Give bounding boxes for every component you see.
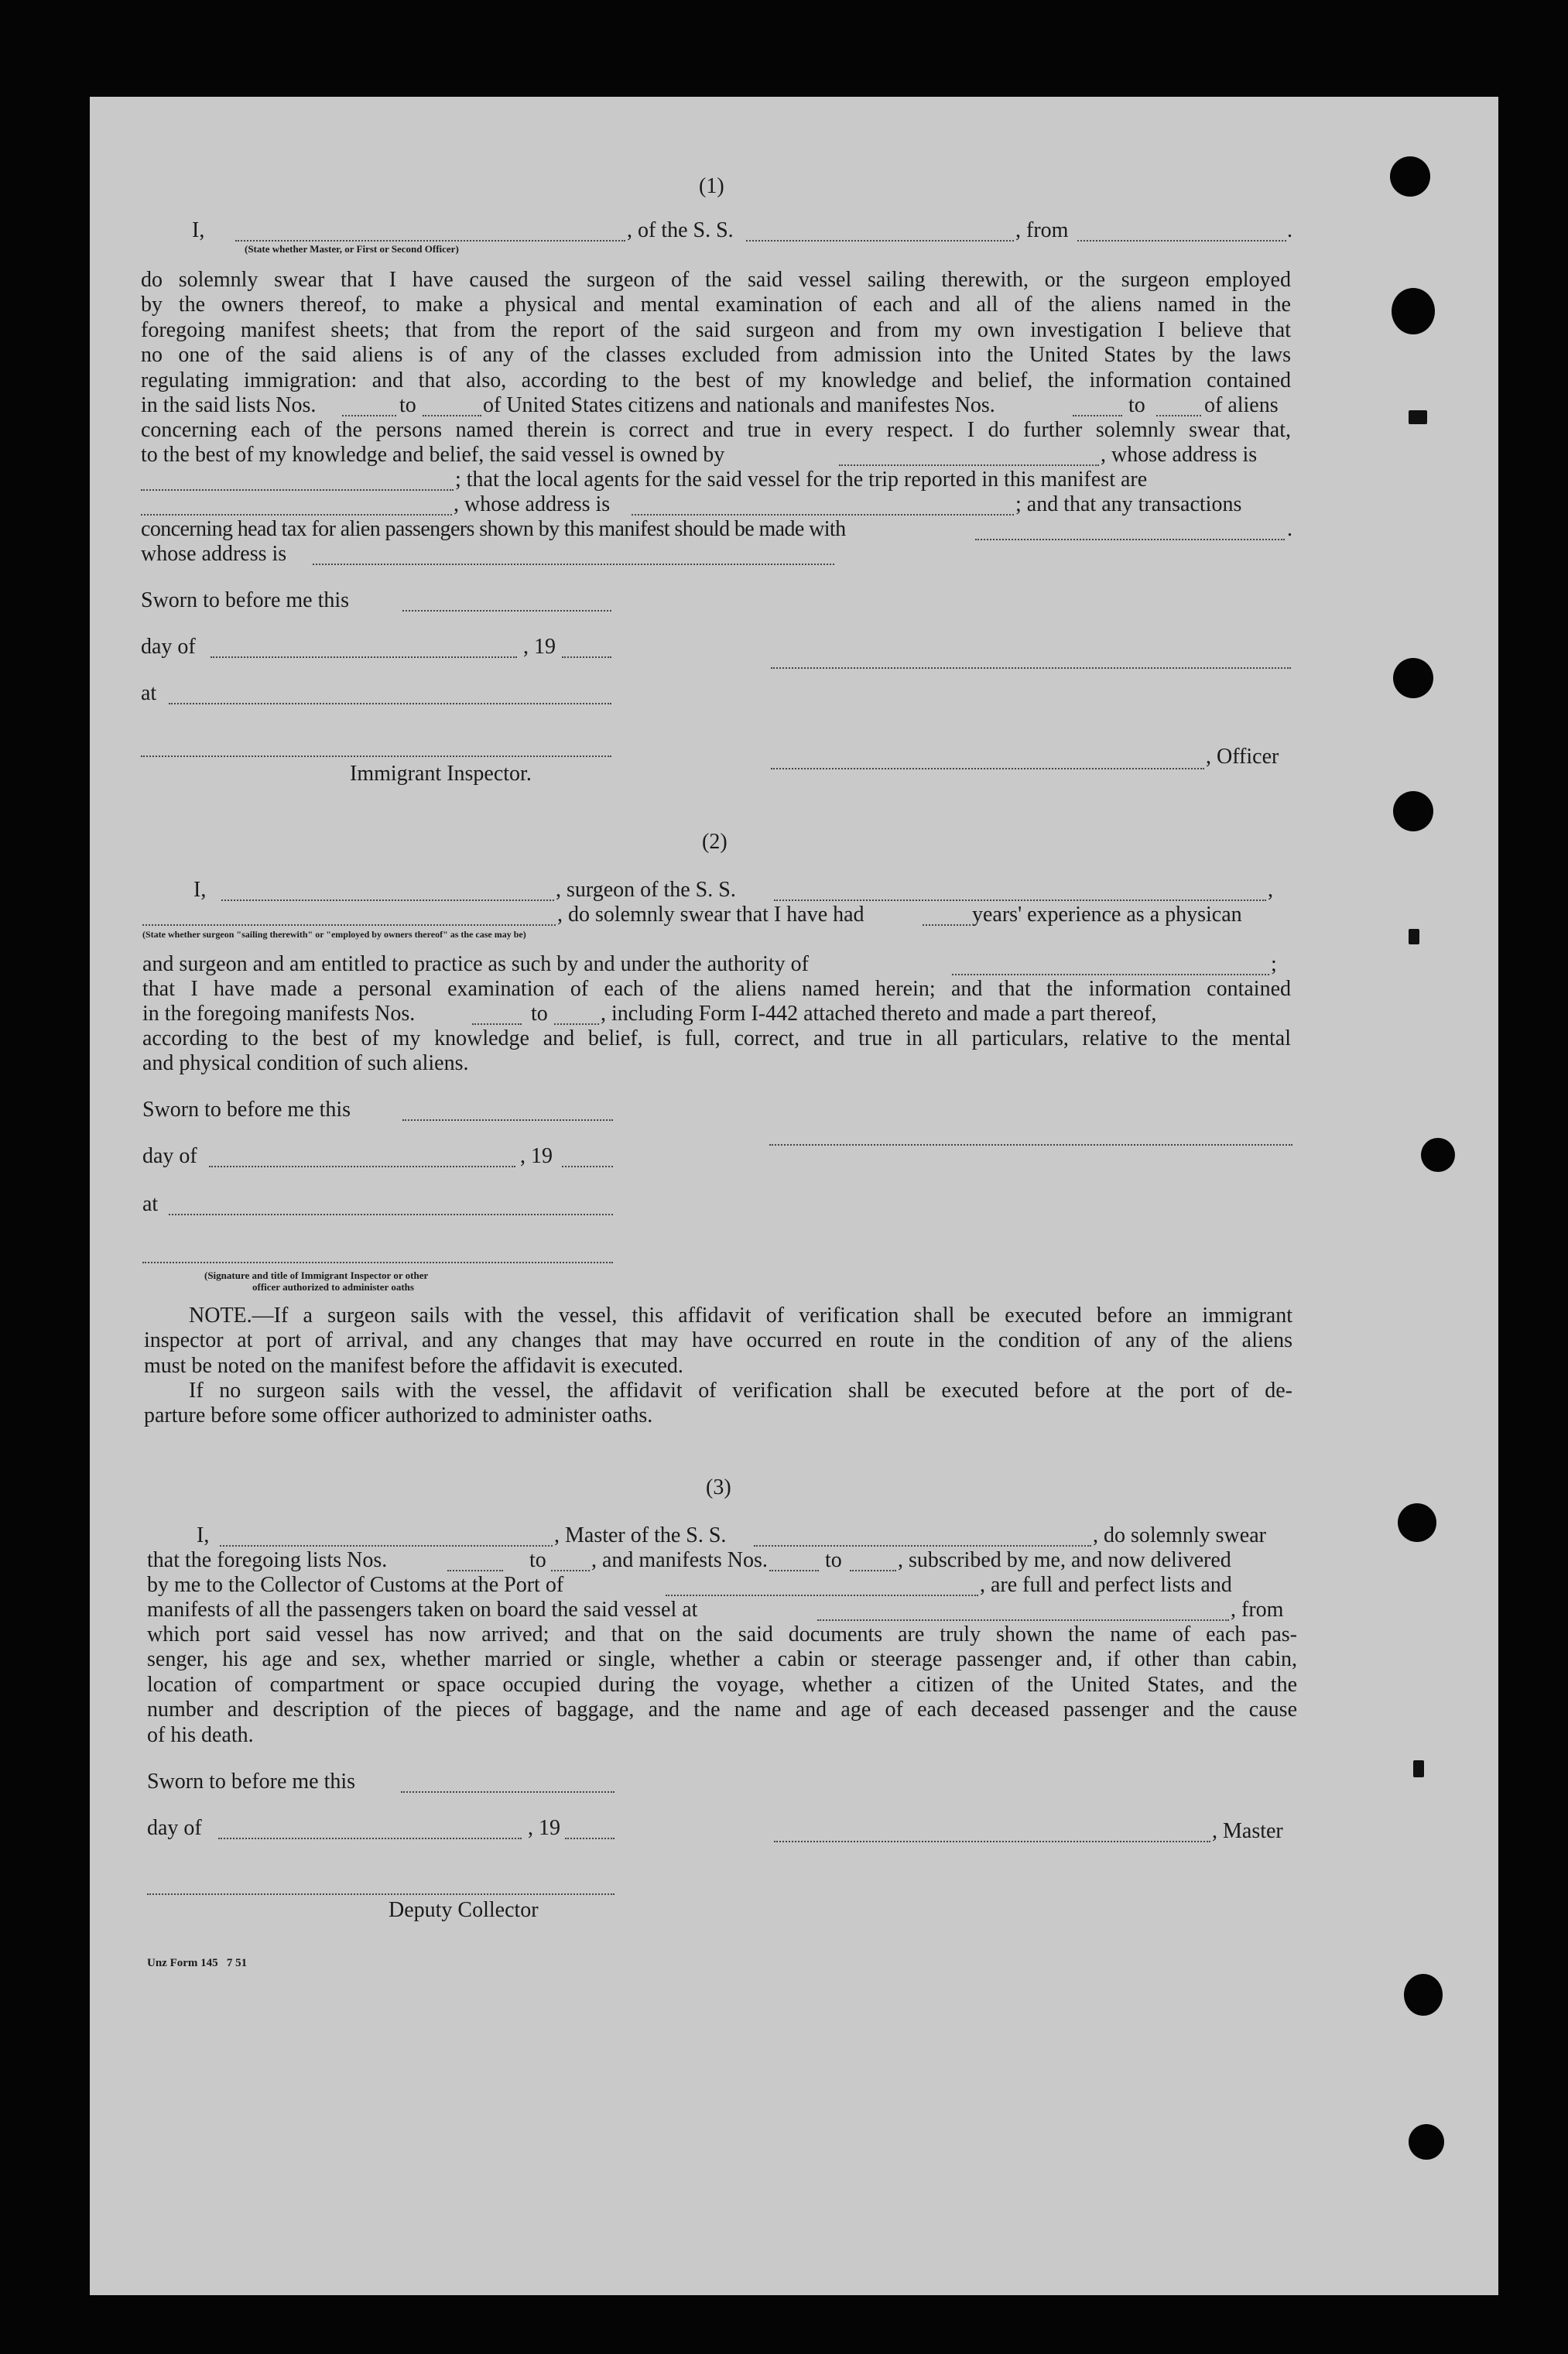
head-tax-contact-field[interactable] — [975, 539, 1285, 540]
paper-tear-mark — [1413, 1760, 1424, 1777]
transactions-label: ; and that any transactions — [1015, 492, 1242, 516]
form-id: Unz Form 145 7 51 — [147, 1957, 248, 1969]
collector-port-field[interactable] — [666, 1595, 978, 1596]
sworn-year-field[interactable] — [562, 656, 611, 658]
form-i442-label: , including Form I-442 attached thereto and made a part thereof, — [601, 1002, 1157, 1026]
vessel-name-field[interactable] — [746, 240, 1014, 242]
day-of-label: day of — [141, 635, 196, 659]
to-label: to — [1128, 393, 1145, 417]
local-agents-field[interactable] — [141, 514, 452, 516]
surgeon-manifest-to-field[interactable] — [554, 1023, 599, 1025]
surgeon-signature-line[interactable] — [769, 1144, 1292, 1146]
note-line: parture before some officer authorized to administer oaths. — [144, 1403, 653, 1427]
whose-address-label: , whose address is — [1101, 443, 1258, 467]
section-1-number: (1) — [699, 174, 724, 198]
surgeon-sworn-place-field[interactable] — [169, 1214, 613, 1215]
manifests-label: manifests of all the passengers taken on board the said vessel at — [147, 1598, 698, 1622]
signature-note-2: officer authorized to administer oaths — [252, 1281, 414, 1293]
surgeon-manifest-from-field[interactable] — [472, 1023, 522, 1025]
sworn-month-field[interactable] — [211, 656, 517, 658]
surgeon-status-field[interactable] — [142, 924, 556, 926]
state-rank-note: (State whether Master, or First or Second Officer) — [245, 243, 459, 255]
section-3-number: (3) — [706, 1475, 731, 1499]
master-signature-line[interactable] — [774, 1841, 1210, 1842]
surgeon-sworn-day-field[interactable] — [402, 1119, 613, 1121]
head-tax-address-field[interactable] — [313, 564, 834, 565]
body-line: no one of the said aliens is of any of the classes excluded from admission into the United States by the laws — [141, 343, 1291, 368]
surgeon-inspector-signature-line[interactable] — [142, 1262, 613, 1263]
semicolon: ; — [1271, 952, 1277, 976]
master-of-label: , Master of the S. S. — [554, 1523, 727, 1547]
immigrant-inspector-label: Immigrant Inspector. — [350, 762, 532, 786]
manifests-to-field[interactable] — [1156, 415, 1201, 416]
body-line: of his death. — [147, 1723, 254, 1747]
section-2-i: I, — [193, 878, 207, 902]
master-manifests-from-field[interactable] — [769, 1570, 819, 1571]
section-2-body — [142, 977, 1291, 1002]
master-label: , Master — [1212, 1819, 1283, 1843]
sworn-label: Sworn to before me this — [142, 1098, 351, 1122]
surgeon-vessel-field[interactable] — [774, 899, 1266, 901]
signature-note-1: (Signature and title of Immigrant Inspector or other — [204, 1270, 429, 1281]
years-experience-field[interactable] — [923, 924, 971, 926]
sworn-label: Sworn to before me this — [141, 588, 350, 612]
comma: , — [1268, 878, 1273, 902]
agents-address-field[interactable] — [632, 514, 1014, 516]
to-label: to — [529, 1548, 546, 1572]
note-line: NOTE.—If a surgeon sails with the vessel, this affidavit of verification shall be executed before an immigrant — [189, 1304, 1292, 1328]
of-the-ss-label: , of the S. S. — [627, 218, 734, 242]
inspector-signature-line[interactable] — [141, 756, 611, 757]
binder-hole — [1421, 1138, 1455, 1172]
boarding-port-field[interactable] — [817, 1619, 1229, 1621]
sworn-place-field[interactable] — [169, 703, 611, 704]
binder-hole — [1390, 156, 1430, 197]
section-1-body — [141, 268, 1291, 393]
body-line: concerning each of the persons named therein is correct and true in every respect. I do further solemnly swear that, — [141, 418, 1291, 442]
binder-hole — [1404, 1974, 1443, 2016]
owner-address-field[interactable] — [141, 489, 454, 491]
period: . — [1287, 218, 1292, 242]
full-lists-label: , are full and perfect lists and — [980, 1573, 1232, 1597]
manifests-from-field[interactable] — [1073, 415, 1122, 416]
vessel-owner-field[interactable] — [839, 464, 1099, 466]
solemnly-label: , do solemnly swear that I have had — [557, 903, 864, 927]
owned-by-label: to the best of my knowledge and belief, the said vessel is owned by — [141, 443, 725, 467]
origin-port-field[interactable] — [1077, 240, 1286, 242]
lists-nos-from-field[interactable] — [342, 415, 396, 416]
from-label: , from — [1231, 1598, 1284, 1622]
local-agents-label: ; that the local agents for the said vessel for the trip reported in this manifest are — [455, 468, 1148, 492]
to-label: to — [825, 1548, 842, 1572]
officer-label: , Officer — [1206, 745, 1279, 769]
body-line: foregoing manifest sheets; that from the report of the said surgeon and from my own investigation I believe that — [141, 317, 1291, 342]
master-lists-to-field[interactable] — [551, 1570, 590, 1571]
deputy-collector-label: Deputy Collector — [389, 1898, 539, 1922]
body-line: number and description of the pieces of baggage, and the name and age of each deceased passenger and the cause — [147, 1698, 1297, 1722]
binder-hole — [1398, 1503, 1436, 1542]
citizens-manifests-label: of United States citizens and nationals and manifestes Nos. — [483, 393, 995, 417]
officer-rank-field[interactable] — [235, 240, 625, 242]
swear-label: , do solemnly swear — [1093, 1523, 1266, 1547]
head-tax-label: concerning head tax for alien passengers shown by this manifest should be made with — [141, 517, 846, 541]
period: . — [1287, 517, 1292, 541]
section-3-i: I, — [197, 1523, 210, 1547]
section-3-body — [147, 1622, 1297, 1723]
sworn-label: Sworn to before me this — [147, 1770, 356, 1794]
note-line: must be noted on the manifest before the affidavit is executed. — [144, 1354, 683, 1378]
body-line: location of compartment or space occupied during the voyage, whether a citizen of the United States, and the — [147, 1672, 1297, 1697]
at-label: at — [142, 1192, 159, 1216]
binder-hole — [1393, 658, 1433, 698]
master-sworn-year-field[interactable] — [565, 1838, 615, 1839]
note-line: If no surgeon sails with the vessel, the affidavit of verification shall be executed before at the port of de- — [189, 1379, 1292, 1403]
master-name-field[interactable] — [220, 1545, 553, 1547]
subscribed-label: , subscribed by me, and now delivered — [898, 1548, 1231, 1572]
note-body-2 — [189, 1379, 1292, 1403]
body-line: which port said vessel has now arrived; and that on the said documents are truly shown the name of each pas- — [147, 1622, 1297, 1646]
deputy-signature-line[interactable] — [147, 1893, 615, 1895]
surgeon-name-field[interactable] — [221, 899, 554, 901]
years-label: years' experience as a physican — [972, 903, 1242, 927]
master-sworn-day-field[interactable] — [401, 1791, 615, 1793]
surgeon-sworn-month-field[interactable] — [209, 1166, 515, 1167]
body-line: do solemnly swear that I have caused the surgeon of the said vessel sailing therewith, or the surgeon employed — [141, 268, 1291, 292]
at-label: at — [141, 681, 157, 705]
paper-tear-mark — [1409, 929, 1419, 944]
year-label: , 19 — [528, 1816, 560, 1840]
surgeon-sworn-year-field[interactable] — [562, 1166, 613, 1167]
sworn-day-field[interactable] — [402, 610, 611, 612]
body-line: regulating immigration: and that also, according to the best of my knowledge and belief, the information contained — [141, 368, 1291, 392]
binder-hole — [1393, 791, 1433, 831]
to-label: to — [531, 1002, 548, 1026]
surgeon-of-label: , surgeon of the S. S. — [556, 878, 736, 902]
master-sworn-month-field[interactable] — [218, 1838, 522, 1839]
section-1-i: I, — [192, 218, 205, 242]
from-label: , from — [1015, 218, 1069, 242]
authority-label: and surgeon and am entitled to practice as such by and under the authority of — [142, 952, 809, 976]
day-of-label: day of — [142, 1144, 197, 1168]
binder-hole — [1392, 288, 1435, 334]
manifest-nos-label: in the foregoing manifests Nos. — [142, 1002, 416, 1026]
officer-signature-line[interactable] — [771, 667, 1291, 669]
section-1-body-2 — [141, 418, 1291, 443]
note-line: inspector at port of arrival, and any changes that may have occurred en route in the condition of any of the aliens — [144, 1328, 1292, 1353]
section-2-number: (2) — [702, 830, 728, 854]
master-lists-from-field[interactable] — [447, 1570, 503, 1571]
body-line: and physical condition of such aliens. — [142, 1051, 469, 1075]
note-body — [144, 1304, 1292, 1354]
master-manifests-to-field[interactable] — [850, 1570, 896, 1571]
head-tax-address-label: whose address is — [141, 542, 287, 566]
to-label: to — [399, 393, 416, 417]
year-label: , 19 — [523, 635, 556, 659]
lists-nos-to-field[interactable] — [423, 415, 481, 416]
binder-hole — [1409, 2124, 1444, 2160]
body-line: senger, his age and sex, whether married or single, whether a cabin or steerage passenger and, if other than cabin, — [147, 1647, 1297, 1672]
master-vessel-field[interactable] — [754, 1545, 1091, 1547]
officer-name-line[interactable] — [771, 768, 1204, 769]
paper-tear-mark — [1409, 410, 1427, 424]
manifests-nos-label: , and manifests Nos. — [591, 1548, 768, 1572]
body-line: that I have made a personal examination of each of the aliens named herein; and that the information contained — [142, 977, 1291, 1001]
surgeon-status-note: (State whether surgeon "sailing therewith" or "employed by owners thereof" as the case may be) — [142, 929, 526, 940]
agents-address-label: , whose address is — [454, 492, 611, 516]
body-line: according to the best of my knowledge and belief, is full, correct, and true in all particulars, relative to the mental — [142, 1026, 1291, 1050]
section-2-body-2 — [142, 1026, 1291, 1051]
of-aliens-label: of aliens — [1204, 393, 1279, 417]
lists-nos-label: in the said lists Nos. — [141, 393, 317, 417]
year-label: , 19 — [520, 1144, 553, 1168]
lists-nos-label: that the foregoing lists Nos. — [147, 1548, 388, 1572]
collector-label: by me to the Collector of Customs at the Port of — [147, 1573, 564, 1597]
authority-field[interactable] — [952, 974, 1269, 975]
body-line: by the owners thereof, to make a physical and mental examination of each and all of the aliens named in the — [141, 293, 1291, 317]
day-of-label: day of — [147, 1816, 202, 1840]
